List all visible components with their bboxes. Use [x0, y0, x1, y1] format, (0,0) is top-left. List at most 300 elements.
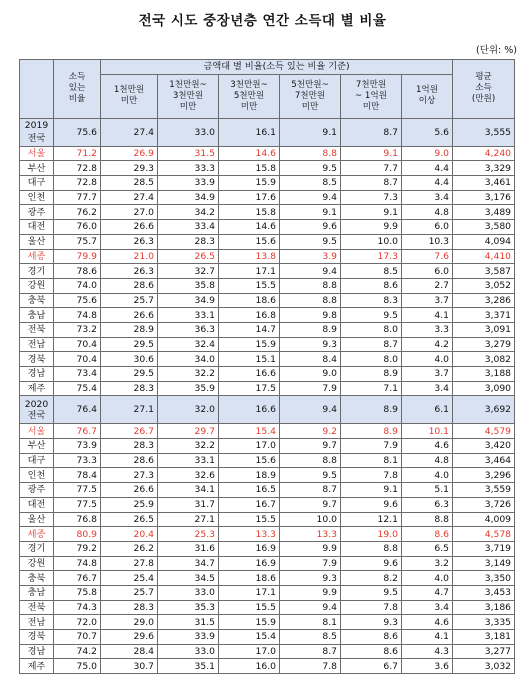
bracket-cell: 16.6 [219, 396, 280, 424]
bracket-cell: 28.3 [101, 600, 158, 615]
bracket-cell: 31.6 [158, 541, 219, 556]
region-cell: 서울 [20, 424, 54, 439]
bracket-cell: 2.7 [402, 278, 453, 293]
bracket-cell: 6.1 [402, 396, 453, 424]
bracket-cell: 4.7 [402, 585, 453, 600]
bracket-cell: 32.2 [158, 439, 219, 454]
bracket-cell: 29.7 [158, 424, 219, 439]
bracket-cell: 17.6 [219, 190, 280, 205]
bracket-cell: 25.7 [101, 293, 158, 308]
table-row [20, 468, 515, 483]
table-row [20, 571, 515, 586]
bracket-cell: 9.4 [280, 190, 341, 205]
income-ratio-cell: 72.8 [54, 176, 101, 191]
bracket-cell: 4.0 [402, 352, 453, 367]
average-income-cell: 3,461 [453, 176, 515, 191]
region-cell: 광주 [20, 205, 54, 220]
table-row [20, 308, 515, 323]
bracket-cell: 7.8 [280, 659, 341, 674]
bracket-cell: 8.9 [341, 396, 402, 424]
bracket-cell: 7.6 [402, 249, 453, 264]
bracket-cell: 3.2 [402, 556, 453, 571]
table-row [20, 278, 515, 293]
income-ratio-cell: 77.7 [54, 190, 101, 205]
bracket-cell: 5.6 [402, 118, 453, 146]
header-bracket-4: 5천만원~ 7천만원 미만 [280, 74, 341, 118]
region-cell: 경남 [20, 644, 54, 659]
region-cell: 충남 [20, 585, 54, 600]
income-ratio-cell: 74.3 [54, 600, 101, 615]
bracket-cell: 9.9 [341, 220, 402, 235]
table-row [20, 600, 515, 615]
region-cell [20, 396, 54, 424]
income-ratio-cell: 74.8 [54, 308, 101, 323]
income-ratio-cell: 74.2 [54, 644, 101, 659]
bracket-cell: 35.8 [158, 278, 219, 293]
region-cell: 충북 [20, 571, 54, 586]
header-bracket-5: 7천만원 ~ 1억원 미만 [341, 74, 402, 118]
income-ratio-cell: 78.6 [54, 264, 101, 279]
bracket-cell: 33.9 [158, 630, 219, 645]
income-ratio-cell: 70.4 [54, 337, 101, 352]
bracket-cell: 9.0 [280, 367, 341, 382]
bracket-cell: 12.1 [341, 512, 402, 527]
bracket-cell: 7.8 [341, 468, 402, 483]
bracket-cell: 9.5 [280, 468, 341, 483]
bracket-cell: 10.0 [280, 512, 341, 527]
bracket-cell: 9.1 [280, 118, 341, 146]
bracket-cell: 26.7 [101, 424, 158, 439]
bracket-cell: 4.8 [402, 453, 453, 468]
bracket-cell: 16.9 [219, 541, 280, 556]
bracket-cell: 8.8 [280, 453, 341, 468]
region-cell: 대전 [20, 220, 54, 235]
table-row [20, 234, 515, 249]
table-row [20, 512, 515, 527]
bracket-cell: 3.4 [402, 600, 453, 615]
table-row [20, 541, 515, 556]
income-ratio-cell: 73.9 [54, 439, 101, 454]
unit-label: (단위: %) [475, 45, 517, 56]
table-row [20, 497, 515, 512]
bracket-cell: 7.3 [341, 190, 402, 205]
bracket-cell: 21.0 [101, 249, 158, 264]
bracket-cell: 9.9 [280, 541, 341, 556]
income-ratio-cell: 75.4 [54, 381, 101, 396]
table-row [20, 585, 515, 600]
bracket-cell: 34.7 [158, 556, 219, 571]
bracket-cell: 15.8 [219, 205, 280, 220]
table-row [20, 118, 515, 146]
bracket-cell: 13.3 [219, 527, 280, 542]
income-ratio-cell: 75.7 [54, 234, 101, 249]
bracket-cell: 14.6 [219, 220, 280, 235]
table-row [20, 630, 515, 645]
bracket-cell: 8.8 [280, 293, 341, 308]
bracket-cell: 8.1 [280, 615, 341, 630]
bracket-cell: 4.1 [402, 630, 453, 645]
income-ratio-cell: 71.2 [54, 146, 101, 161]
table-row [20, 527, 515, 542]
bracket-cell: 9.5 [280, 234, 341, 249]
bracket-cell: 8.8 [402, 512, 453, 527]
bracket-cell: 8.6 [341, 630, 402, 645]
bracket-cell: 8.7 [341, 176, 402, 191]
bracket-cell: 9.7 [280, 439, 341, 454]
bracket-cell: 28.3 [101, 381, 158, 396]
income-ratio-cell: 75.6 [54, 118, 101, 146]
average-income-cell: 3,277 [453, 644, 515, 659]
bracket-cell: 8.7 [341, 337, 402, 352]
average-income-cell: 3,052 [453, 278, 515, 293]
bracket-cell: 31.7 [158, 497, 219, 512]
region-cell: 광주 [20, 483, 54, 498]
income-ratio-cell: 72.0 [54, 615, 101, 630]
income-ratio-cell: 76.4 [54, 396, 101, 424]
year-label: 2020 [24, 398, 49, 410]
table-row [20, 146, 515, 161]
bracket-cell: 27.1 [158, 512, 219, 527]
region-cell: 제주 [20, 381, 54, 396]
average-income-cell: 3,176 [453, 190, 515, 205]
bracket-cell: 8.9 [341, 424, 402, 439]
region-cell: 울산 [20, 512, 54, 527]
bracket-cell: 33.1 [158, 453, 219, 468]
table-row [20, 439, 515, 454]
table-row [20, 453, 515, 468]
income-ratio-cell: 75.6 [54, 293, 101, 308]
average-income-cell: 3,350 [453, 571, 515, 586]
bracket-cell: 15.5 [219, 512, 280, 527]
bracket-cell: 9.5 [341, 585, 402, 600]
bracket-cell: 26.9 [101, 146, 158, 161]
bracket-cell: 15.4 [219, 630, 280, 645]
bracket-cell: 9.4 [280, 264, 341, 279]
table-row [20, 644, 515, 659]
bracket-cell: 27.4 [101, 190, 158, 205]
table-row [20, 367, 515, 382]
income-ratio-cell: 79.9 [54, 249, 101, 264]
table-row [20, 556, 515, 571]
bracket-cell: 8.5 [280, 176, 341, 191]
header-bracket-group: 금액대 별 비율(소득 있는 비율 기준) [101, 60, 453, 75]
bracket-cell: 4.1 [402, 308, 453, 323]
header-row-1 [20, 60, 515, 75]
bracket-cell: 20.4 [101, 527, 158, 542]
bracket-cell: 7.9 [280, 556, 341, 571]
bracket-cell: 9.0 [402, 146, 453, 161]
bracket-cell: 35.3 [158, 600, 219, 615]
bracket-cell: 9.1 [341, 483, 402, 498]
bracket-cell: 31.5 [158, 146, 219, 161]
bracket-cell: 16.6 [219, 367, 280, 382]
region-cell: 세종 [20, 527, 54, 542]
bracket-cell: 32.2 [158, 367, 219, 382]
bracket-cell: 3.3 [402, 322, 453, 337]
table-body [20, 118, 515, 673]
bracket-cell: 17.0 [219, 644, 280, 659]
average-income-cell: 3,464 [453, 453, 515, 468]
bracket-cell: 4.4 [402, 176, 453, 191]
table-row [20, 161, 515, 176]
average-income-cell: 3,286 [453, 293, 515, 308]
bracket-cell: 8.5 [341, 264, 402, 279]
region-cell [20, 118, 54, 146]
bracket-cell: 26.6 [101, 483, 158, 498]
region-cell: 인천 [20, 468, 54, 483]
bracket-cell: 15.8 [219, 161, 280, 176]
bracket-cell: 33.1 [158, 308, 219, 323]
average-income-cell: 3,279 [453, 337, 515, 352]
average-income-cell: 3,032 [453, 659, 515, 674]
bracket-cell: 26.6 [101, 220, 158, 235]
region-cell: 제주 [20, 659, 54, 674]
bracket-cell: 7.7 [341, 161, 402, 176]
bracket-cell: 15.6 [219, 234, 280, 249]
bracket-cell: 8.6 [341, 644, 402, 659]
bracket-cell: 9.1 [280, 205, 341, 220]
bracket-cell: 17.1 [219, 264, 280, 279]
bracket-cell: 26.6 [101, 308, 158, 323]
region-cell: 강원 [20, 556, 54, 571]
bracket-cell: 9.4 [280, 600, 341, 615]
table-row [20, 322, 515, 337]
income-ratio-cell: 73.2 [54, 322, 101, 337]
region-cell: 부산 [20, 439, 54, 454]
bracket-cell: 17.0 [219, 439, 280, 454]
region-cell: 전북 [20, 600, 54, 615]
average-income-cell: 3,186 [453, 600, 515, 615]
table-row [20, 381, 515, 396]
average-income-cell: 4,094 [453, 234, 515, 249]
bracket-cell: 13.3 [280, 527, 341, 542]
bracket-cell: 27.3 [101, 468, 158, 483]
average-income-cell: 3,090 [453, 381, 515, 396]
income-ratio-cell: 73.4 [54, 367, 101, 382]
region-cell: 충북 [20, 293, 54, 308]
average-income-cell: 4,410 [453, 249, 515, 264]
average-income-cell: 3,555 [453, 118, 515, 146]
bracket-cell: 15.5 [219, 600, 280, 615]
income-ratio-cell: 78.4 [54, 468, 101, 483]
region-cell: 전북 [20, 322, 54, 337]
table-row [20, 337, 515, 352]
bracket-cell: 34.5 [158, 571, 219, 586]
bracket-cell: 33.0 [158, 585, 219, 600]
bracket-cell: 15.5 [219, 278, 280, 293]
income-ratio-cell: 80.9 [54, 527, 101, 542]
average-income-cell: 3,371 [453, 308, 515, 323]
region-cell: 경남 [20, 367, 54, 382]
bracket-cell: 9.5 [341, 308, 402, 323]
region-cell: 강원 [20, 278, 54, 293]
bracket-cell: 18.6 [219, 571, 280, 586]
bracket-cell: 16.0 [219, 659, 280, 674]
table-row [20, 264, 515, 279]
bracket-cell: 29.3 [101, 161, 158, 176]
bracket-cell: 10.3 [402, 234, 453, 249]
income-ratio-cell: 76.8 [54, 512, 101, 527]
bracket-cell: 28.3 [158, 234, 219, 249]
average-income-cell: 3,420 [453, 439, 515, 454]
average-income-cell: 3,296 [453, 468, 515, 483]
bracket-cell: 4.8 [402, 205, 453, 220]
bracket-cell: 36.3 [158, 322, 219, 337]
bracket-cell: 27.4 [101, 118, 158, 146]
bracket-cell: 10.1 [402, 424, 453, 439]
bracket-cell: 7.1 [341, 381, 402, 396]
region-label: 전국 [27, 409, 46, 421]
region-cell: 경기 [20, 541, 54, 556]
bracket-cell: 32.4 [158, 337, 219, 352]
bracket-cell: 18.6 [219, 293, 280, 308]
header-income-ratio: 소득 있는 비율 [54, 60, 101, 119]
income-ratio-cell: 75.8 [54, 585, 101, 600]
bracket-cell: 32.0 [158, 396, 219, 424]
bracket-cell: 29.6 [101, 630, 158, 645]
region-cell: 인천 [20, 190, 54, 205]
bracket-cell: 28.4 [101, 644, 158, 659]
bracket-cell: 8.6 [341, 278, 402, 293]
bracket-cell: 9.2 [280, 424, 341, 439]
table-row [20, 220, 515, 235]
region-cell: 전남 [20, 615, 54, 630]
income-ratio-cell: 74.0 [54, 278, 101, 293]
bracket-cell: 27.1 [101, 396, 158, 424]
income-ratio-cell: 76.0 [54, 220, 101, 235]
table-row [20, 615, 515, 630]
average-income-cell: 3,091 [453, 322, 515, 337]
table-row [20, 396, 515, 424]
income-ratio-cell: 73.3 [54, 453, 101, 468]
bracket-cell: 6.7 [341, 659, 402, 674]
average-income-cell: 3,559 [453, 483, 515, 498]
bracket-cell: 6.0 [402, 220, 453, 235]
bracket-cell: 9.3 [341, 615, 402, 630]
income-ratio-cell: 77.5 [54, 483, 101, 498]
table-row [20, 659, 515, 674]
table-row [20, 205, 515, 220]
bracket-cell: 25.9 [101, 497, 158, 512]
average-income-cell: 3,692 [453, 396, 515, 424]
average-income-cell: 4,240 [453, 146, 515, 161]
bracket-cell: 18.9 [219, 468, 280, 483]
region-cell: 대구 [20, 453, 54, 468]
table-row [20, 483, 515, 498]
income-ratio-cell: 70.7 [54, 630, 101, 645]
bracket-cell: 15.4 [219, 424, 280, 439]
bracket-cell: 33.9 [158, 176, 219, 191]
bracket-cell: 8.8 [341, 541, 402, 556]
bracket-cell: 26.2 [101, 541, 158, 556]
bracket-cell: 4.0 [402, 571, 453, 586]
bracket-cell: 28.3 [101, 439, 158, 454]
bracket-cell: 4.0 [402, 468, 453, 483]
income-ratio-cell: 70.4 [54, 352, 101, 367]
table-row [20, 352, 515, 367]
bracket-cell: 8.5 [280, 630, 341, 645]
bracket-cell: 6.5 [402, 541, 453, 556]
region-cell: 세종 [20, 249, 54, 264]
bracket-cell: 16.1 [219, 118, 280, 146]
header-bracket-1: 1천만원 미만 [101, 74, 158, 118]
bracket-cell: 15.1 [219, 352, 280, 367]
bracket-cell: 26.5 [101, 512, 158, 527]
bracket-cell: 3.7 [402, 293, 453, 308]
bracket-cell: 25.7 [101, 585, 158, 600]
bracket-cell: 10.0 [341, 234, 402, 249]
bracket-cell: 9.6 [341, 556, 402, 571]
bracket-cell: 35.9 [158, 381, 219, 396]
bracket-cell: 28.6 [101, 278, 158, 293]
bracket-cell: 34.1 [158, 483, 219, 498]
bracket-cell: 8.1 [341, 453, 402, 468]
bracket-cell: 28.9 [101, 322, 158, 337]
bracket-cell: 33.3 [158, 161, 219, 176]
bracket-cell: 9.1 [341, 205, 402, 220]
average-income-cell: 3,335 [453, 615, 515, 630]
bracket-cell: 8.7 [280, 644, 341, 659]
region-cell: 부산 [20, 161, 54, 176]
average-income-cell: 3,719 [453, 541, 515, 556]
bracket-cell: 32.6 [158, 468, 219, 483]
bracket-cell: 8.7 [341, 118, 402, 146]
region-cell: 울산 [20, 234, 54, 249]
bracket-cell: 4.2 [402, 337, 453, 352]
bracket-cell: 33.0 [158, 118, 219, 146]
bracket-cell: 7.9 [280, 381, 341, 396]
bracket-cell: 9.3 [280, 571, 341, 586]
bracket-cell: 8.0 [341, 322, 402, 337]
region-cell: 경기 [20, 264, 54, 279]
bracket-cell: 9.6 [341, 497, 402, 512]
bracket-cell: 4.3 [402, 644, 453, 659]
average-income-cell: 3,489 [453, 205, 515, 220]
bracket-cell: 9.7 [280, 497, 341, 512]
bracket-cell: 26.3 [101, 234, 158, 249]
average-income-cell: 3,726 [453, 497, 515, 512]
bracket-cell: 3.6 [402, 659, 453, 674]
bracket-cell: 6.0 [402, 264, 453, 279]
table-row [20, 249, 515, 264]
bracket-cell: 35.1 [158, 659, 219, 674]
bracket-cell: 4.6 [402, 615, 453, 630]
table-row [20, 176, 515, 191]
bracket-cell: 9.9 [280, 585, 341, 600]
bracket-cell: 3.4 [402, 381, 453, 396]
bracket-cell: 14.6 [219, 146, 280, 161]
bracket-cell: 19.0 [341, 527, 402, 542]
average-income-cell: 3,149 [453, 556, 515, 571]
bracket-cell: 15.9 [219, 615, 280, 630]
bracket-cell: 34.9 [158, 293, 219, 308]
income-ratio-cell: 75.0 [54, 659, 101, 674]
bracket-cell: 30.7 [101, 659, 158, 674]
bracket-cell: 13.8 [219, 249, 280, 264]
income-ratio-cell: 76.2 [54, 205, 101, 220]
average-income-cell: 4,579 [453, 424, 515, 439]
bracket-cell: 15.9 [219, 176, 280, 191]
bracket-cell: 16.7 [219, 497, 280, 512]
bracket-cell: 8.9 [341, 367, 402, 382]
bracket-cell: 34.9 [158, 190, 219, 205]
region-cell: 대구 [20, 176, 54, 191]
bracket-cell: 9.3 [280, 337, 341, 352]
year-label: 2019 [24, 120, 49, 132]
bracket-cell: 30.6 [101, 352, 158, 367]
income-ratio-cell: 76.7 [54, 571, 101, 586]
bracket-cell: 17.5 [219, 381, 280, 396]
